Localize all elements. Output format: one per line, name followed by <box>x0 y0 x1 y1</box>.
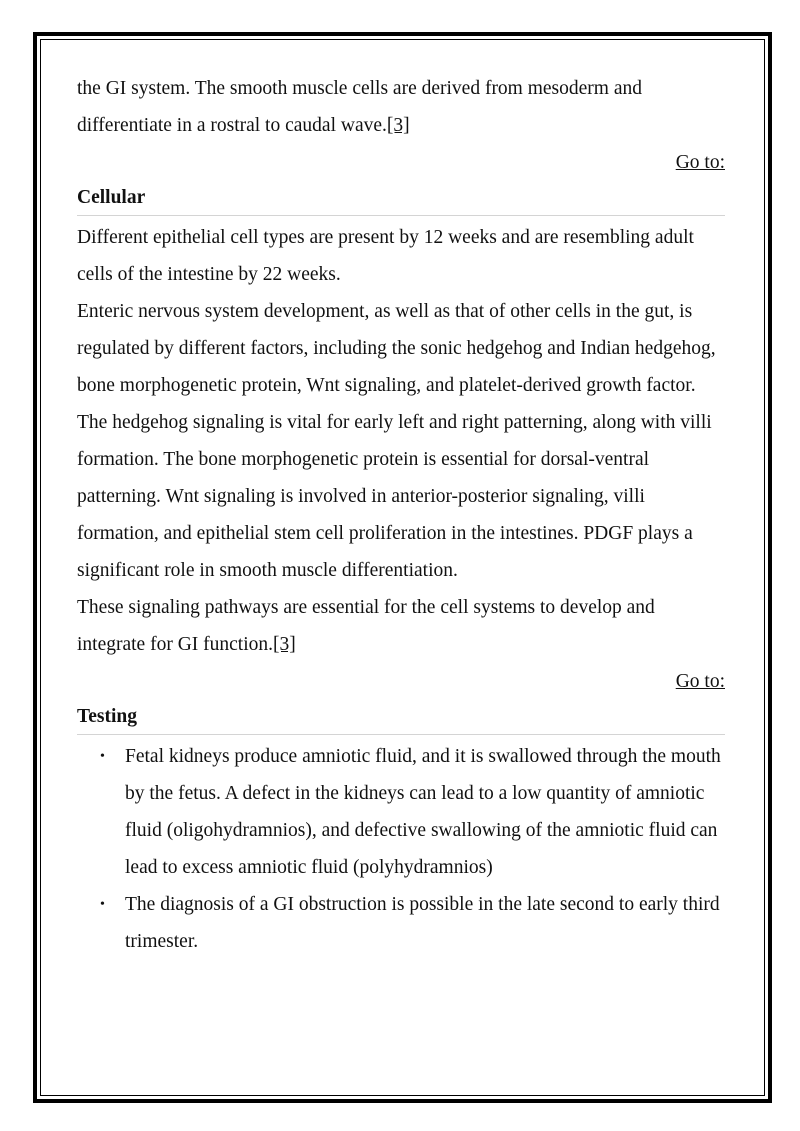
cellular-paragraph-2: Enteric nervous system development, as well as that of other cells in the gut, is regulated by different factors, including the sonic hedgehog and Indian hedgehog, bone morphogenetic protein, Wnt signaling, and platelet-derived growth factor. The hedgehog signaling is vital for early left and right patterning, along with villi formation. The bone morphogenetic protein is essential for dorsal-ventral patterning. Wnt signaling is involved in anterior-posterior signaling, villi formation, and epithelial stem cell proliferation in the intestines. PDGF plays a significant role in smooth muscle differentiation. <box>77 301 716 581</box>
bullet-icon: • <box>100 749 105 764</box>
section-heading-testing: Testing <box>77 700 725 735</box>
bullet-icon: • <box>100 897 105 912</box>
intro-text: the GI system. The smooth muscle cells are derived from mesoderm and differentiate in a rostral to caudal wave. <box>77 78 642 136</box>
content-area <box>77 70 725 960</box>
section-heading-cellular: Cellular <box>77 181 725 216</box>
testing-list <box>77 738 725 960</box>
list-item <box>77 886 725 960</box>
reference-link[interactable]: [3] <box>273 634 296 655</box>
cellular-paragraph-3-text: These signaling pathways are essential for the cell systems to develop and integrate for GI function. <box>77 597 655 655</box>
list-item-text: The diagnosis of a GI obstruction is possible in the late second to early third trimester. <box>125 894 720 952</box>
cellular-paragraph-1: Different epithelial cell types are present by 12 weeks and are resembling adult cells of the intestine by 22 weeks. <box>77 227 694 285</box>
cellular-paragraph-3 <box>77 589 725 663</box>
list-item-text: Fetal kidneys produce amniotic fluid, and it is swallowed through the mouth by the fetus. A defect in the kidneys can lead to a low quantity of amniotic fluid (oligohydramnios), and defective swallowing of the amniotic fluid can lead to excess amniotic fluid (polyhydramnios) <box>125 746 721 878</box>
goto-link-2[interactable]: Go to: <box>675 671 725 692</box>
list-item <box>77 738 725 886</box>
intro-paragraph <box>77 70 725 144</box>
goto-link-1[interactable]: Go to: <box>675 152 725 173</box>
reference-link[interactable]: [3] <box>386 115 410 136</box>
